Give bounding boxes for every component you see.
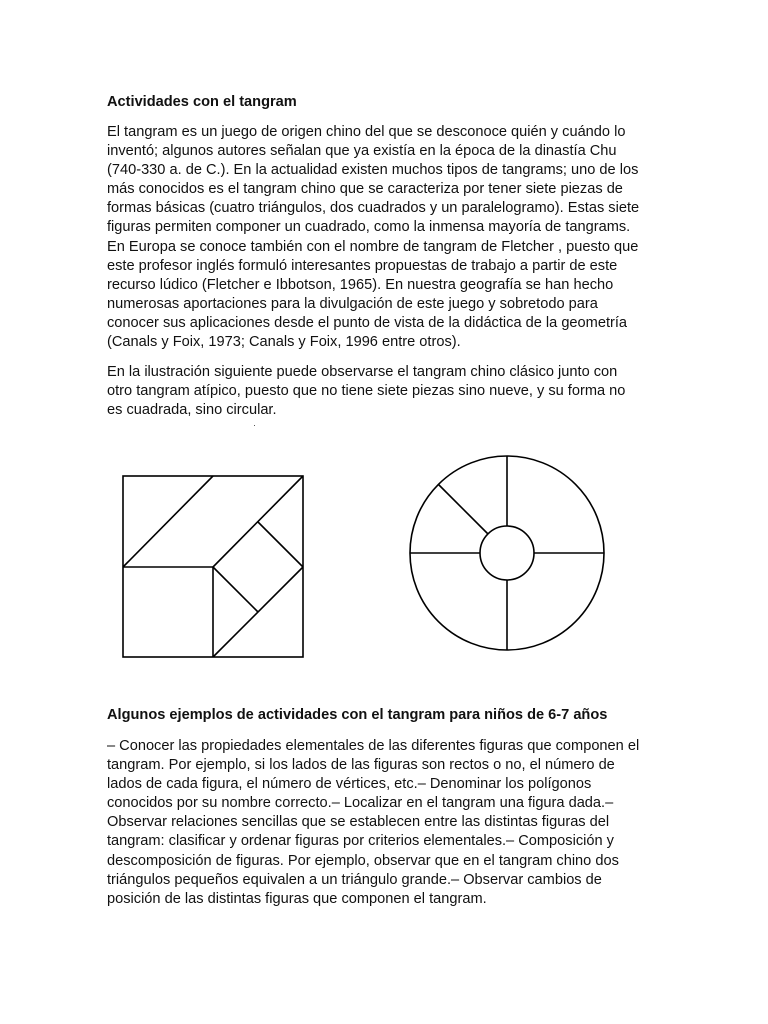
paragraph-line: figuras permiten componer un cuadrado, como la inmensa mayoría de tangrams. [107,219,631,236]
stray-dot [254,425,255,426]
tangram-figures-svg [0,440,768,680]
paragraph-line: numerosas aportaciones para la divulgación de este juego y sobretodo para [107,295,598,312]
illustration-paragraph [107,363,625,420]
intro-paragraph [107,123,639,352]
paragraph-line: es cuadrada, sino circular. [107,402,277,419]
tangram-edge [213,567,258,612]
section-heading-activities: Actividades con el tangram [107,94,297,110]
paragraph-line: (740-330 a. de C.). En la actualidad existen muchos tipos de tangrams; uno de los [107,162,639,179]
paragraph-line: triángulos pequeños equivalen a un triángulo grande.– Observar cambios de [107,871,602,888]
paragraph-line: En Europa se conoce también con el nombre de tangram de Fletcher , puesto que [107,238,639,255]
circular-tangram [410,456,604,650]
paragraph-line: conocidos por su nombre correcto.– Localizar en el tangram una figura dada.– [107,795,614,812]
tangram-illustration [0,440,768,680]
circle-division [438,484,488,534]
paragraph-line: este profesor inglés formuló interesantes propuestas de trabajo a partir de este [107,257,618,274]
paragraph-line: Observar relaciones sencillas que se establecen entre las distintas figuras del [107,814,610,831]
paragraph-line: lados de cada figura, el número de vértices, etc.– Denominar los polígonos [107,776,592,793]
examples-paragraph [107,737,639,909]
inner-circle [480,526,534,580]
paragraph-line: más conocidos es el tangram chino que se caracteriza por tener siete piezas de [107,181,623,198]
paragraph-line: inventó; algunos autores señalan que ya existía en la época de la dinastía Chu [107,143,617,160]
paragraph-line: recurso lúdico (Fletcher e Ibbotson, 1965). En nuestra geografía se han hecho [107,276,614,293]
square-tangram [123,476,303,657]
paragraph-line: – Conocer las propiedades elementales de las diferentes figuras que componen el [107,738,640,754]
paragraph-line: El tangram es un juego de origen chino del que se desconoce quién y cuándo lo [107,124,626,140]
section-heading-examples: Algunos ejemplos de actividades con el tangram para niños de 6-7 años [107,707,608,723]
paragraph-line: (Canals y Foix, 1973; Canals y Foix, 1996 entre otros). [107,334,461,351]
paragraph-line: conocer sus aplicaciones desde el punto de vista de la didáctica de la geometría [107,314,628,331]
paragraph-line: tangram. Por ejemplo, si los lados de las figuras son rectos o no, el número de [107,757,615,774]
paragraph-line: En la ilustración siguiente puede observarse el tangram chino clásico junto con [107,364,618,380]
paragraph-line: descomposición de figuras. Por ejemplo, observar que en el tangram chino dos [107,852,619,869]
paragraph-line: formas básicas (cuatro triángulos, dos cuadrados y un paralelogramo). Estas siete [107,200,640,217]
tangram-edge [123,476,213,567]
paragraph-line: posición de las distintas figuras que componen el tangram. [107,890,487,907]
paragraph-line: tangram: clasificar y ordenar figuras por criterios elementales.– Composición y [107,833,614,850]
tangram-edge [258,522,303,567]
paragraph-line: otro tangram atípico, puesto que no tiene siete piezas sino nueve, y su forma no [107,383,626,400]
